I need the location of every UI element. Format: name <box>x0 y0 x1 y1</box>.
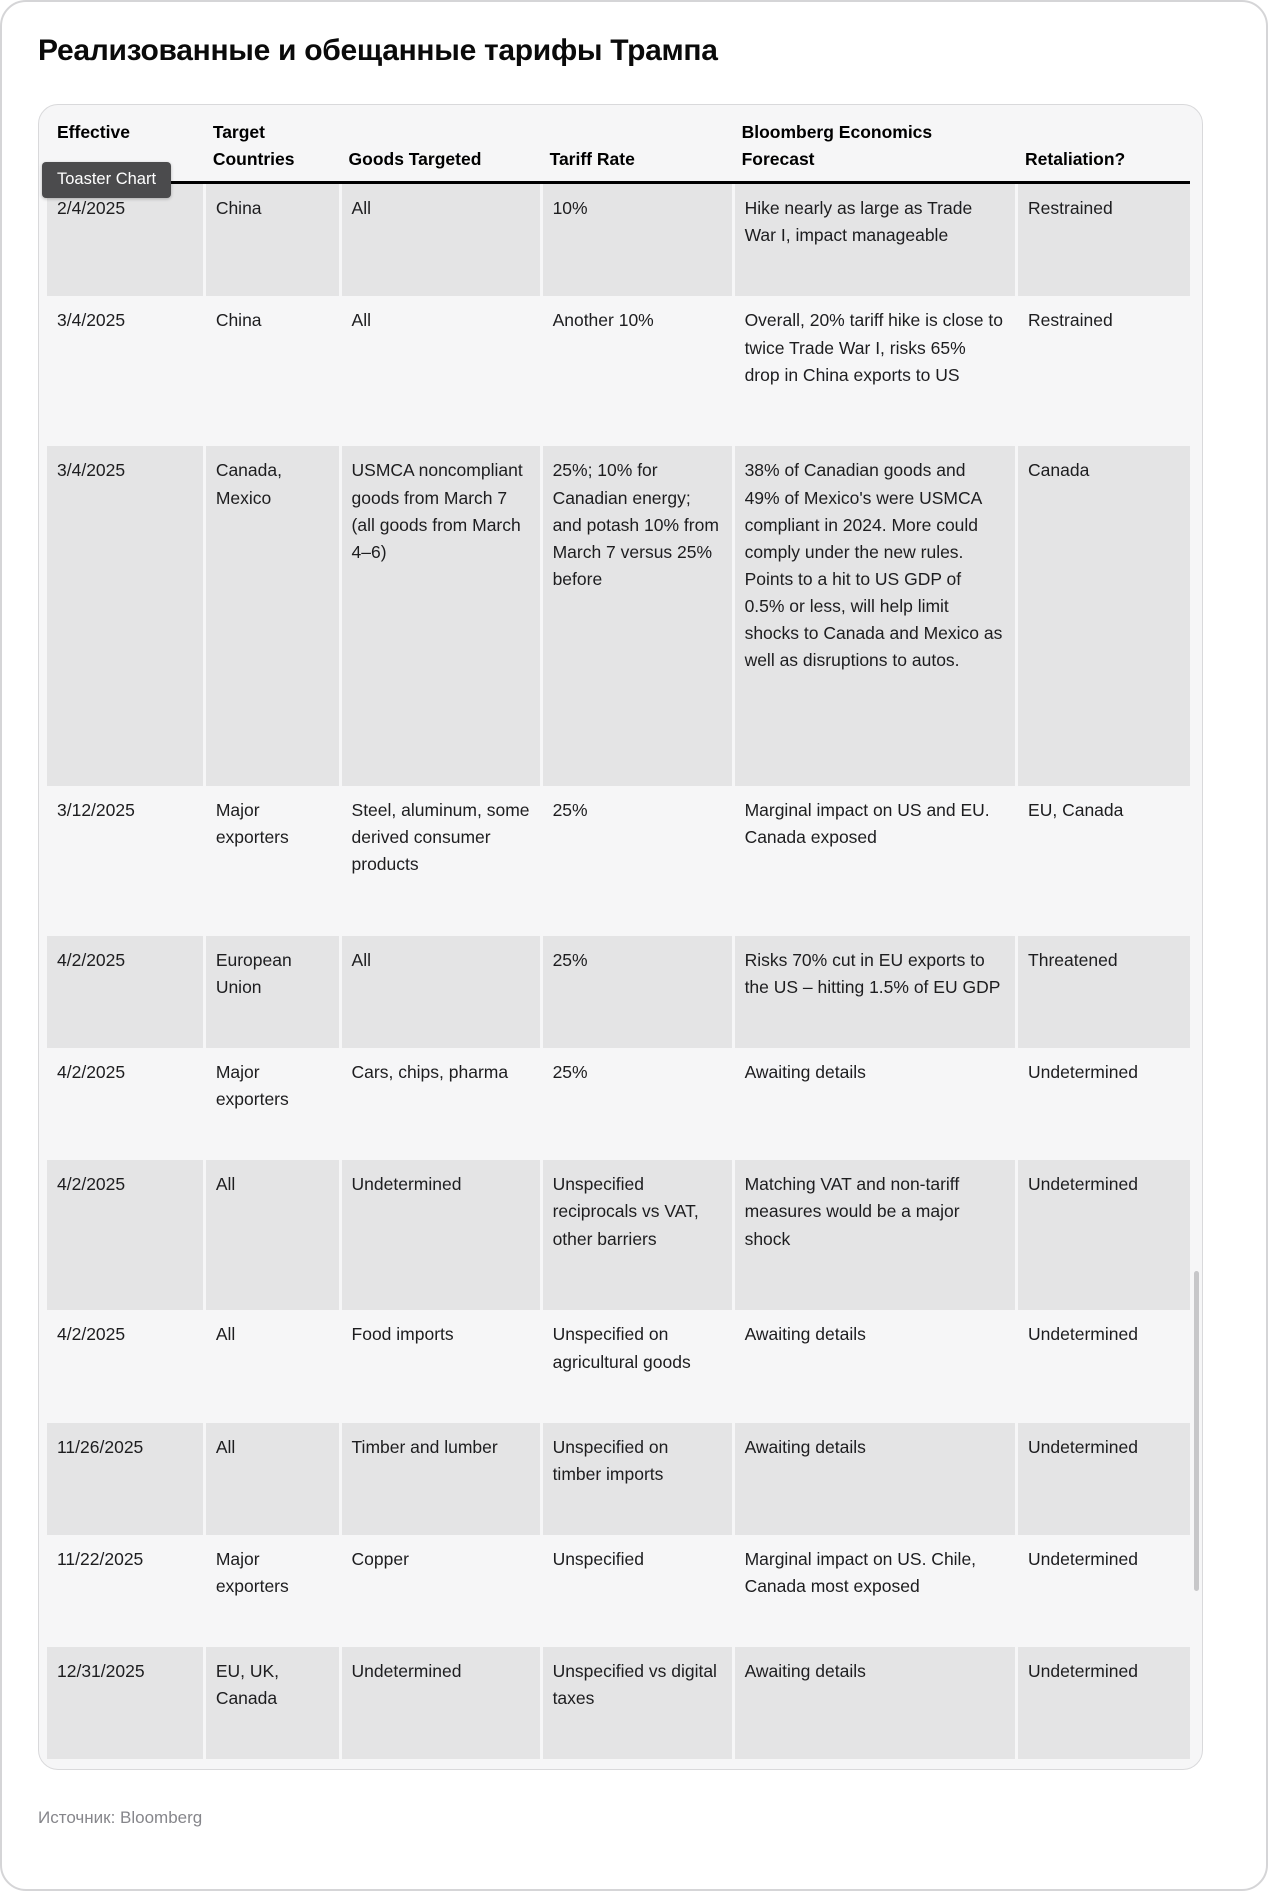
table-cell: Overall, 20% tariff hike is close to twice Trade War I, risks 65% drop in China exports to US <box>732 296 1015 446</box>
table-cell: Awaiting details <box>732 1647 1015 1759</box>
column-header: Goods Targeted <box>339 109 540 184</box>
table-header <box>47 109 1190 184</box>
table-cell: Unspecified <box>540 1535 732 1647</box>
table-cell: Major exporters <box>203 1048 339 1160</box>
table-row <box>47 1160 1190 1310</box>
table-cell: Cars, chips, pharma <box>339 1048 540 1160</box>
column-header: Retaliation? <box>1015 109 1190 184</box>
table-cell: Threatened <box>1015 936 1190 1048</box>
table-cell: All <box>339 184 540 296</box>
table-cell: 11/26/2025 <box>47 1423 203 1535</box>
table-cell: 2/4/2025 <box>47 184 203 296</box>
table-header-row <box>47 109 1190 184</box>
table-cell: 4/2/2025 <box>47 1160 203 1310</box>
table-cell: Restrained <box>1015 296 1190 446</box>
table-cell: Canada, Mexico <box>203 446 339 786</box>
table-row <box>47 1048 1190 1160</box>
table-cell: European Union <box>203 936 339 1048</box>
table-cell: Major exporters <box>203 1535 339 1647</box>
tariff-table <box>47 109 1190 1759</box>
table-cell: 38% of Canadian goods and 49% of Mexico's were USMCA compliant in 2024. More could comply under the new rules. Points to a hit to US GDP of 0.5% or less, will help limit shocks to Canada and Mexico as well as disruptions to autos. <box>732 446 1015 786</box>
table-cell: Undetermined <box>1015 1310 1190 1422</box>
table-row <box>47 1310 1190 1422</box>
table-cell: Undetermined <box>1015 1048 1190 1160</box>
table-row <box>47 1423 1190 1535</box>
table-row <box>47 936 1190 1048</box>
table-cell: Canada <box>1015 446 1190 786</box>
table-cell: Unspecified on timber imports <box>540 1423 732 1535</box>
table-cell: All <box>203 1160 339 1310</box>
table-cell: Another 10% <box>540 296 732 446</box>
table-cell: EU, Canada <box>1015 786 1190 936</box>
table-cell: 3/12/2025 <box>57 800 135 821</box>
table-cell: Unspecified reciprocals vs VAT, other barriers <box>540 1160 732 1310</box>
table-cell: Awaiting details <box>732 1423 1015 1535</box>
table-cell: 25% <box>540 1048 732 1160</box>
table-cell: 25%; 10% for Canadian energy; and potash 10% from March 7 versus 25% before <box>540 446 732 786</box>
table-cell: All <box>339 936 540 1048</box>
toaster-chart-tooltip: Toaster Chart <box>42 162 171 198</box>
table-cell: 25% <box>540 786 732 936</box>
table-cell: Hike nearly as large as Trade War I, impact manageable <box>732 184 1015 296</box>
tariff-table-card <box>38 104 1203 1770</box>
column-header: Effective <box>47 109 203 184</box>
table-row <box>47 184 1190 296</box>
vertical-scrollbar-thumb[interactable] <box>1194 1271 1199 1591</box>
table-cell: Steel, aluminum, some derived consumer products <box>339 786 540 936</box>
table-cell: Restrained <box>1015 184 1190 296</box>
page-title: Реализованные и обещанные тарифы Трампа <box>38 34 718 67</box>
table-cell: Marginal impact on US and EU. Canada exposed <box>732 786 1015 936</box>
column-header: Tariff Rate <box>540 109 732 184</box>
table-cell: Unspecified on agricultural goods <box>540 1310 732 1422</box>
table-cell: Matching VAT and non-tariff measures would be a major shock <box>732 1160 1015 1310</box>
table-cell: 12/31/2025 <box>47 1647 203 1759</box>
table-cell: Copper <box>339 1535 540 1647</box>
column-header: Target Countries <box>203 109 339 184</box>
table-row <box>47 296 1190 446</box>
table-cell: Risks 70% cut in EU exports to the US – hitting 1.5% of EU GDP <box>732 936 1015 1048</box>
table-cell: Unspecified vs digital taxes <box>540 1647 732 1759</box>
table-cell: EU, UK, Canada <box>203 1647 339 1759</box>
table-cell: Undetermined <box>339 1647 540 1759</box>
table-cell: 4/2/2025 <box>57 1062 126 1083</box>
table-cell: 3/4/2025 <box>47 446 203 786</box>
table-cell: Undetermined <box>1015 1535 1190 1647</box>
table-cell: USMCA noncompliant goods from March 7 (all goods from March 4–6) <box>339 446 540 786</box>
table-cell: 4/2/2025 <box>57 1324 126 1345</box>
table-cell: Undetermined <box>1015 1647 1190 1759</box>
table-cell: All <box>203 1310 339 1422</box>
column-header: Bloomberg Economics Forecast <box>732 109 1015 184</box>
table-cell: Timber and lumber <box>339 1423 540 1535</box>
table-cell: 3/4/2025 <box>57 310 126 331</box>
table-cell: 25% <box>540 936 732 1048</box>
table-cell: Marginal impact on US. Chile, Canada most exposed <box>732 1535 1015 1647</box>
table-cell: Awaiting details <box>732 1310 1015 1422</box>
table-cell: China <box>203 184 339 296</box>
source-attribution: Источник: Bloomberg <box>38 1808 203 1827</box>
table-cell: Undetermined <box>1015 1160 1190 1310</box>
table-row <box>47 446 1190 786</box>
table-cell: Food imports <box>339 1310 540 1422</box>
table-cell: All <box>339 296 540 446</box>
table-row <box>47 1535 1190 1647</box>
table-cell: 11/22/2025 <box>57 1548 144 1569</box>
table-row <box>47 786 1190 936</box>
table-cell: 4/2/2025 <box>47 936 203 1048</box>
table-cell: 10% <box>540 184 732 296</box>
table-cell: Undetermined <box>339 1160 540 1310</box>
table-cell: Awaiting details <box>732 1048 1015 1160</box>
table-cell: All <box>203 1423 339 1535</box>
table-cell: Undetermined <box>1015 1423 1190 1535</box>
table-cell: Major exporters <box>203 786 339 936</box>
table-cell: China <box>203 296 339 446</box>
table-row <box>47 1647 1190 1759</box>
table-body <box>47 184 1190 1759</box>
